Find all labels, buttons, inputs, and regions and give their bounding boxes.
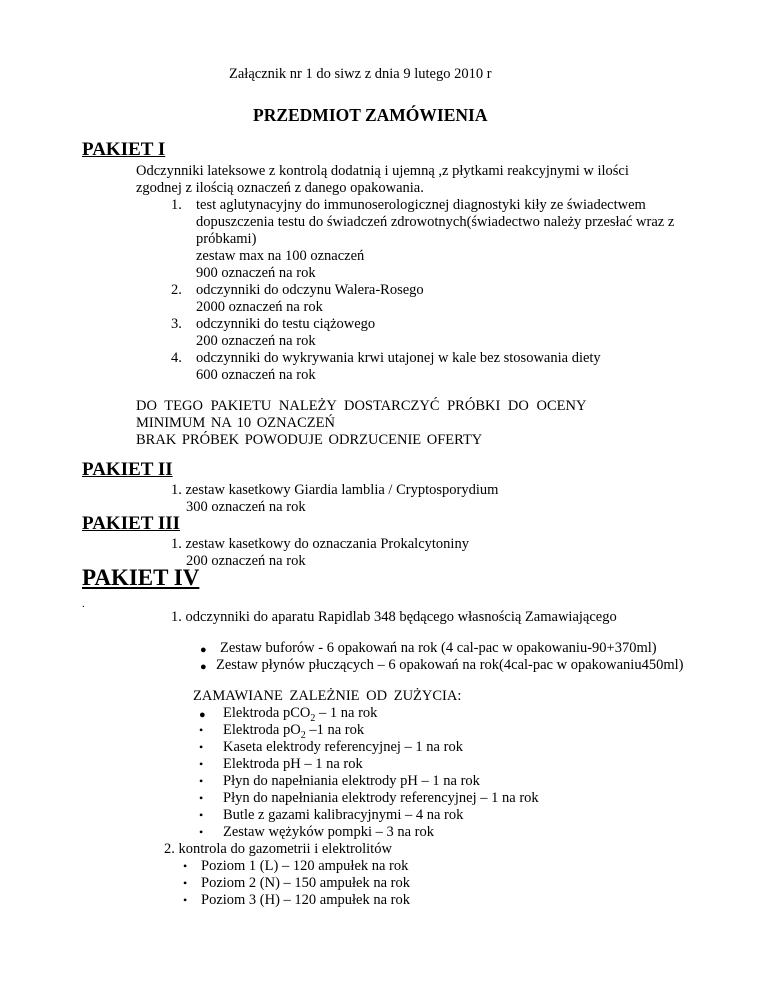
pakiet-1-intro: Odczynniki lateksowe z kontrolą dodatnią i ujemną ,z płytkami reakcyjnymi w ilości [136,163,629,179]
list-item: test aglutynacyjny do immunoserologicznej diagnostyki kiły ze świadectwem [196,197,646,213]
list-item: 900 oznaczeń na rok [196,265,316,281]
level-item: Poziom 2 (N) – 150 ampułek na rok [201,875,411,891]
electrode-pco2-label: Elektroda pCO [223,705,311,721]
list-item: próbkami) [196,231,257,247]
list-number: 2. [171,282,182,298]
pakiet-2-heading: PAKIET II [82,459,173,480]
subscript: 2 [300,729,306,741]
ordered-item [223,705,377,722]
ordered-item: Butle z gazami kalibracyjnymi – 4 na rok [223,807,464,823]
list-number: 1. [171,197,182,213]
ordered-item [223,722,364,739]
list-item: dopuszczenia testu do świadczeń zdrowotnych(świadectwo należy przesłać wraz z [196,214,675,230]
pakiet-1-heading: PAKIET I [82,139,166,160]
list-item: odczynniki do odczynu Walera-Rosego [196,282,424,298]
ordered-item: Zestaw wężyków pompki – 3 na rok [223,824,435,840]
bullet-icon: • [199,774,204,788]
stray-dot: . [82,598,85,610]
bullet-icon: ● [200,644,207,656]
annex-line: Załącznik nr 1 do siwz z dnia 9 lutego 2010 r [229,66,492,82]
electrode-po2-label: Elektroda pO [223,722,301,738]
list-item: 600 oznaczeń na rok [196,367,316,383]
list-item: odczynniki do wykrywania krwi utajonej w kale bez stosowania diety [196,350,601,366]
bullet-icon: ● [199,709,206,721]
bullet-icon: • [199,791,204,805]
ordered-item: Płyn do napełniania elektrody referencyjnej – 1 na rok [223,790,539,806]
ordered-item: Elektroda pH – 1 na rok [223,756,363,772]
list-item: odczynniki do testu ciążowego [196,316,376,332]
pakiet-2-quantity: 300 oznaczeń na rok [186,499,306,515]
pakiet-3-item: 1. zestaw kasetkowy do oznaczania Prokalcytoniny [171,536,469,552]
buffer-item: Zestaw płynów płuczących – 6 opakowań na rok(4cal-pac w opakowaniu450ml) [216,657,684,673]
bullet-icon: • [183,893,188,907]
subscript: 2 [310,712,316,724]
bullet-icon: • [199,723,204,737]
buffer-item: Zestaw buforów - 6 opakowań na rok (4 cal-pac w opakowaniu-90+370ml) [220,640,657,656]
pakiet-1-intro: zgodnej z ilością oznaczeń z danego opakowania. [136,180,424,196]
document-title: PRZEDMIOT ZAMÓWIENIA [253,105,488,125]
pakiet-3-heading: PAKIET III [82,513,181,534]
pakiet-3-quantity: 200 oznaczeń na rok [186,553,306,569]
list-item: 2000 oznaczeń na rok [196,299,323,315]
pakiet-4-heading: PAKIET IV [82,565,200,590]
list-number: 4. [171,350,182,366]
bullet-icon: • [199,808,204,822]
list-number: 3. [171,316,182,332]
ordered-item: Kaseta elektrody referencyjnej – 1 na rok [223,739,463,755]
notice-line: DO TEGO PAKIETU NALEŻY DOSTARCZYĆ PRÓBKI DO OCENY [136,398,587,414]
pakiet-2-item: 1. zestaw kasetkowy Giardia lamblia / Cryptosporydium [171,482,499,498]
bullet-icon: ● [200,661,207,673]
notice-line: MINIMUM NA 10 OZNACZEŃ [136,415,335,431]
bullet-icon: • [183,876,188,890]
bullet-icon: • [199,825,204,839]
level-item: Poziom 1 (L) – 120 ampułek na rok [201,858,409,874]
ordered-item: Płyn do napełniania elektrody pH – 1 na rok [223,773,480,789]
pakiet-4-item-1: 1. odczynniki do aparatu Rapidlab 348 będącego własnością Zamawiającego [171,609,617,625]
level-item: Poziom 3 (H) – 120 ampułek na rok [201,892,411,908]
list-item: zestaw max na 100 oznaczeń [196,248,365,264]
ordered-heading: ZAMAWIANE ZALEŻNIE OD ZUŻYCIA: [193,688,462,704]
list-item: 200 oznaczeń na rok [196,333,316,349]
pakiet-4-item-2: 2. kontrola do gazometrii i elektrolitów [164,841,392,857]
notice-line: BRAK PRÓBEK POWODUJE ODRZUCENIE OFERTY [136,432,483,448]
electrode-po2-qty: –1 na rok [305,722,365,738]
electrode-pco2-qty: – 1 na rok [315,705,378,721]
bullet-icon: • [199,757,204,771]
bullet-icon: • [183,859,188,873]
bullet-icon: • [199,740,204,754]
